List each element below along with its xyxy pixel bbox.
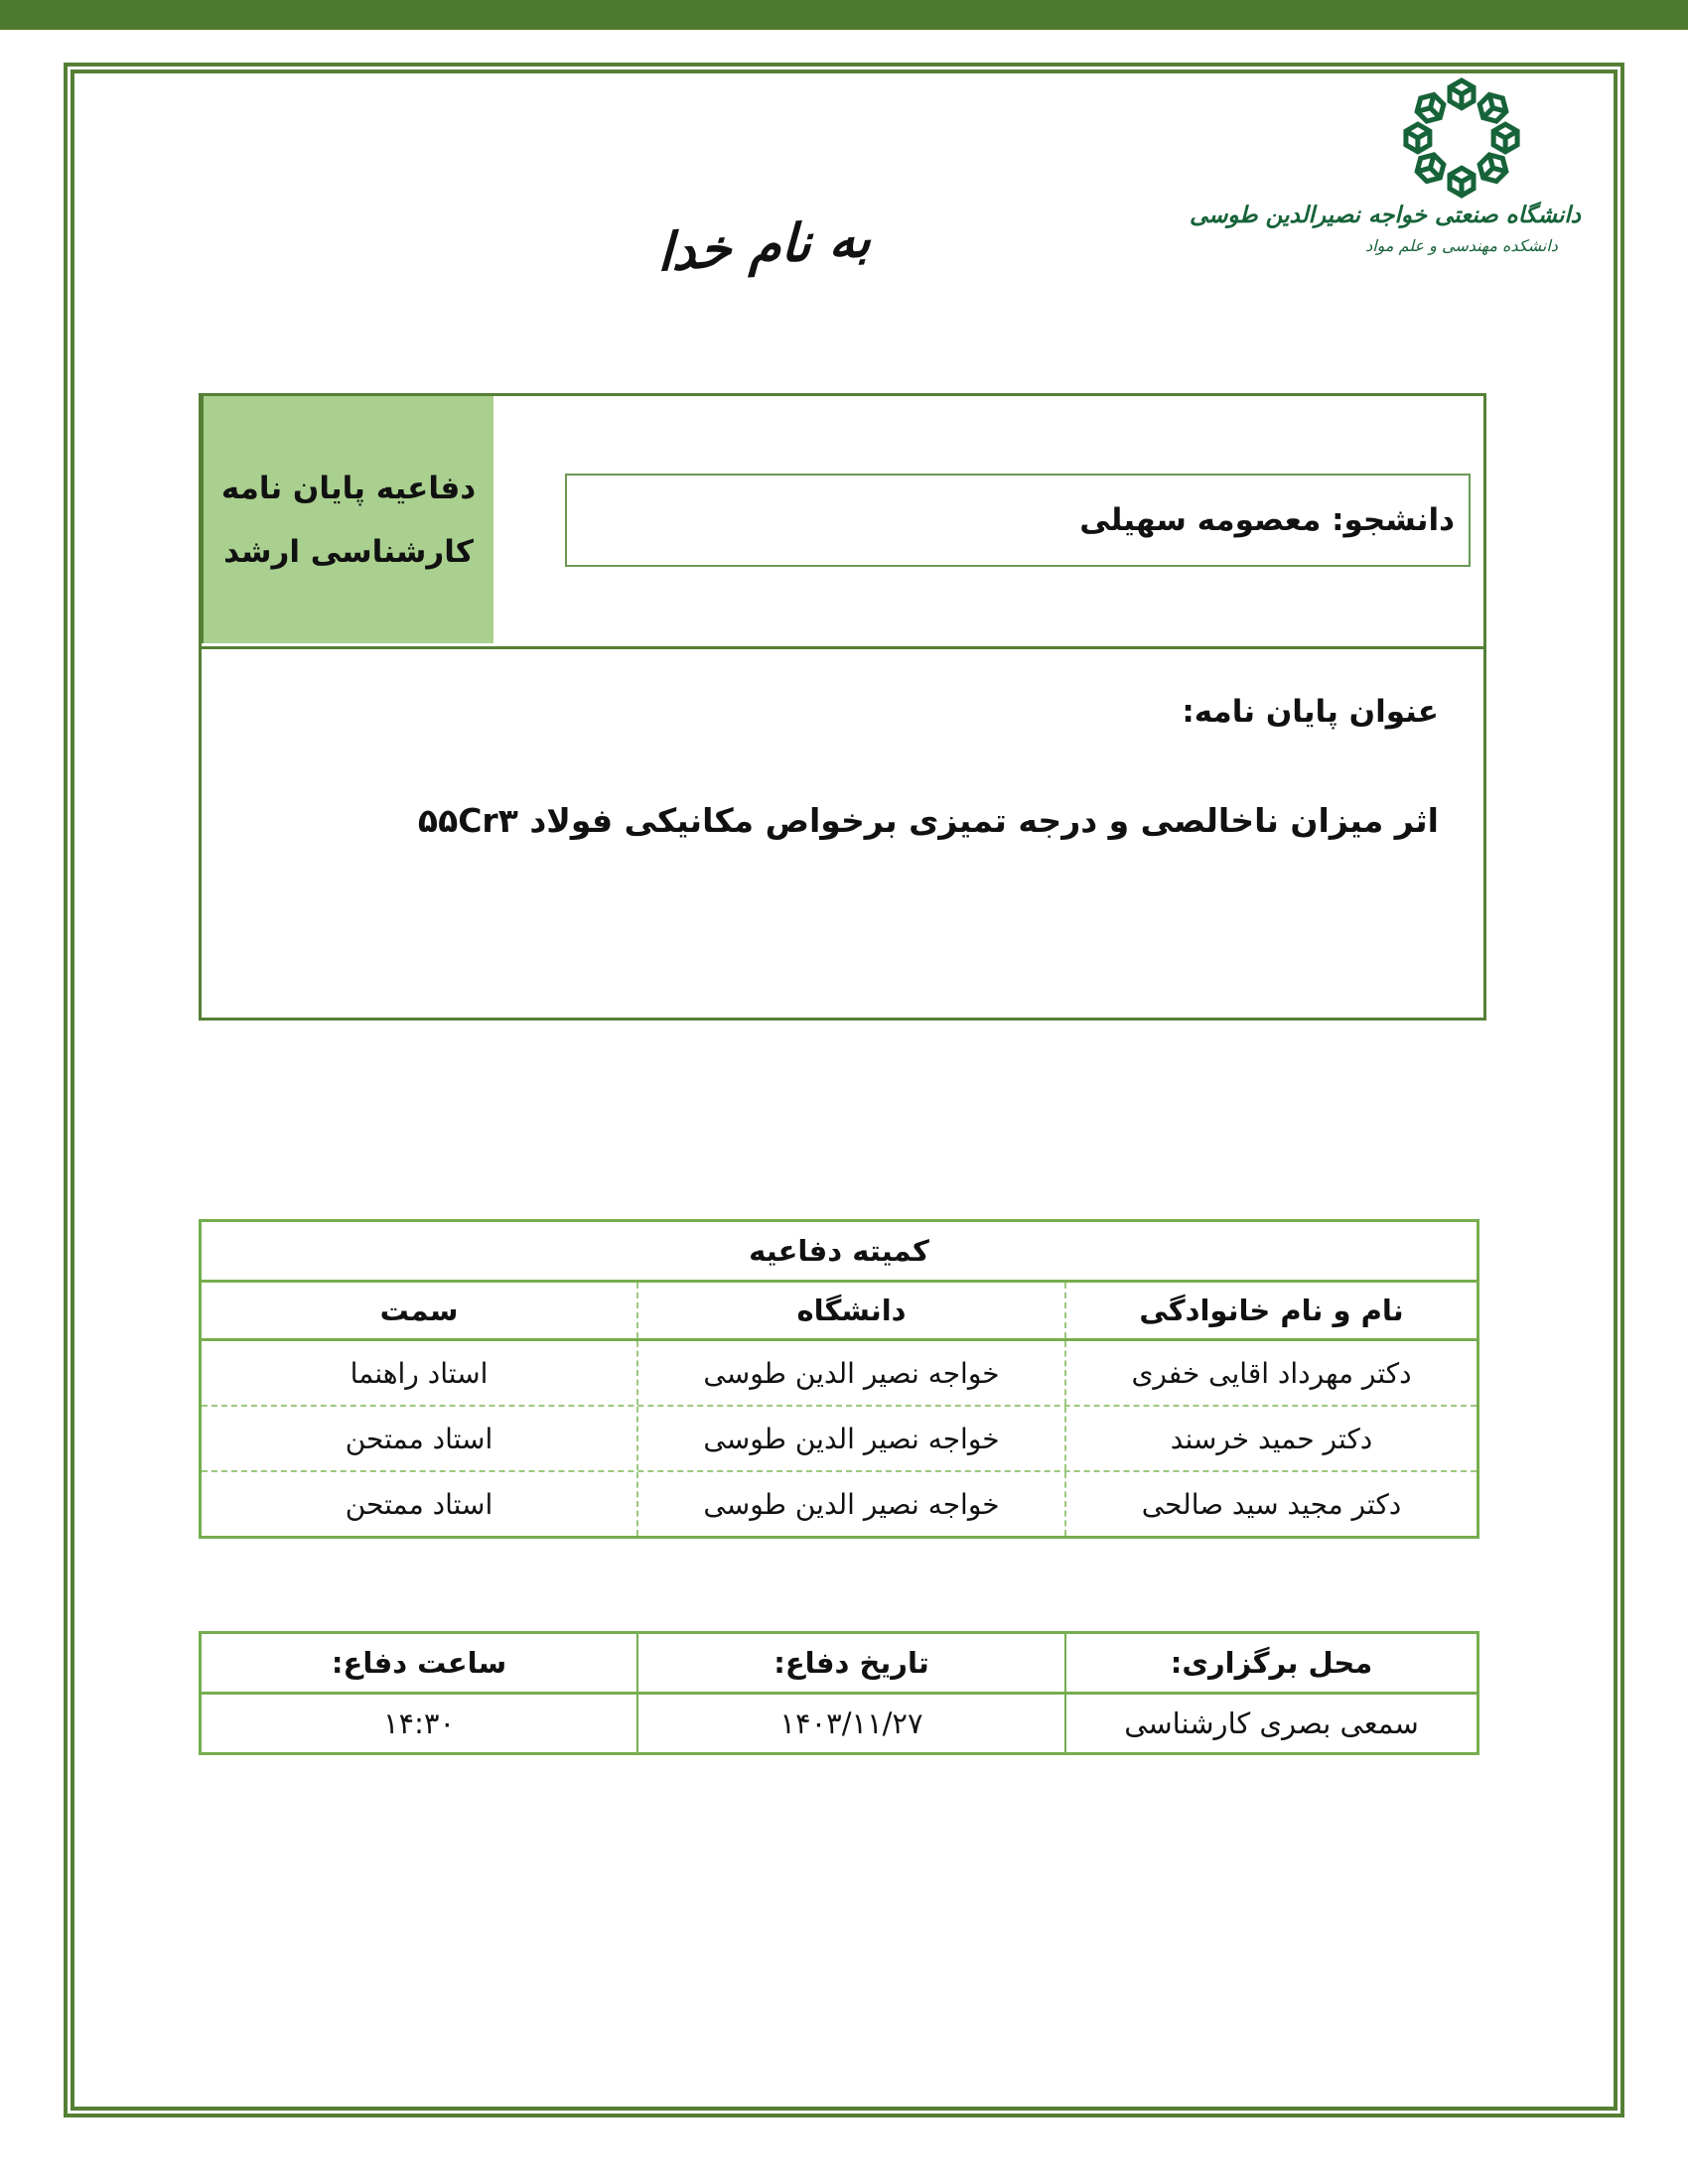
thesis-title-text: اثر میزان ناخالصی و درجه تمیزی برخواص مکانیکی فولاد ۵۵Cr۳ <box>417 801 1439 840</box>
member-name: دکتر مهرداد اقایی خفری <box>1064 1341 1477 1405</box>
university-emblem-icon <box>1382 75 1541 201</box>
committee-row-examiner-2 <box>202 1472 1477 1536</box>
session-info-table <box>199 1631 1479 1755</box>
member-role: استاد ممتحن <box>345 1487 493 1521</box>
defense-type-line1: دفاعیه پایان نامه <box>220 470 477 506</box>
session-header-row <box>202 1634 1477 1695</box>
column-header-university: دانشگاه <box>636 1283 1064 1338</box>
committee-header-row <box>202 1283 1477 1341</box>
member-name: دکتر مجید سید صالحی <box>1064 1472 1477 1536</box>
thesis-header-table <box>199 393 1486 1021</box>
member-role: استاد ممتحن <box>345 1422 493 1455</box>
time-value: ۱۴:۳۰ <box>382 1706 456 1740</box>
university-logo <box>1189 75 1581 255</box>
member-university: خواجه نصیر الدین طوسی <box>636 1472 1064 1536</box>
date-label: تاریخ دفاع: <box>636 1634 1064 1692</box>
university-name: دانشگاه صنعتی خواجه نصیرالدین طوسی <box>1189 203 1581 228</box>
member-university: خواجه نصیر الدین طوسی <box>636 1407 1064 1470</box>
student-name-box <box>565 474 1471 567</box>
page-border-frame-inner <box>70 69 1618 2111</box>
date-value: ۱۴۰۳/۱۱/۲۷ <box>636 1695 1064 1752</box>
committee-table <box>199 1219 1479 1539</box>
committee-row-examiner-1 <box>202 1407 1477 1472</box>
top-green-bar <box>0 0 1688 30</box>
bismillah-calligraphy: به نام خدا <box>656 208 873 284</box>
column-header-role: سمت <box>379 1294 459 1327</box>
member-role: استاد راهنما <box>350 1356 489 1390</box>
page-border-frame <box>64 63 1624 2117</box>
session-values-row <box>202 1695 1477 1752</box>
member-name: دکتر حمید خرسند <box>1064 1407 1477 1470</box>
time-label: ساعت دفاع: <box>331 1646 507 1680</box>
committee-table-title: کمیته دفاعیه <box>202 1222 1477 1283</box>
thesis-title-label: عنوان پایان نامه: <box>1182 694 1439 730</box>
member-university: خواجه نصیر الدین طوسی <box>636 1341 1064 1405</box>
defense-type-line2: کارشناسی ارشد <box>223 533 474 570</box>
student-name-label: دانشجو: معصومه سهیلی <box>1079 502 1455 538</box>
committee-row-supervisor <box>202 1341 1477 1407</box>
venue-label: محل برگزاری: <box>1064 1634 1477 1692</box>
column-header-name: نام و نام خانوادگی <box>1064 1283 1477 1338</box>
faculty-name: دانشکده مهندسی و علم مواد <box>1365 236 1558 255</box>
venue-value: سمعی بصری کارشناسی <box>1064 1695 1477 1752</box>
defense-type-cell <box>201 396 493 643</box>
header-row-divider <box>202 646 1483 649</box>
